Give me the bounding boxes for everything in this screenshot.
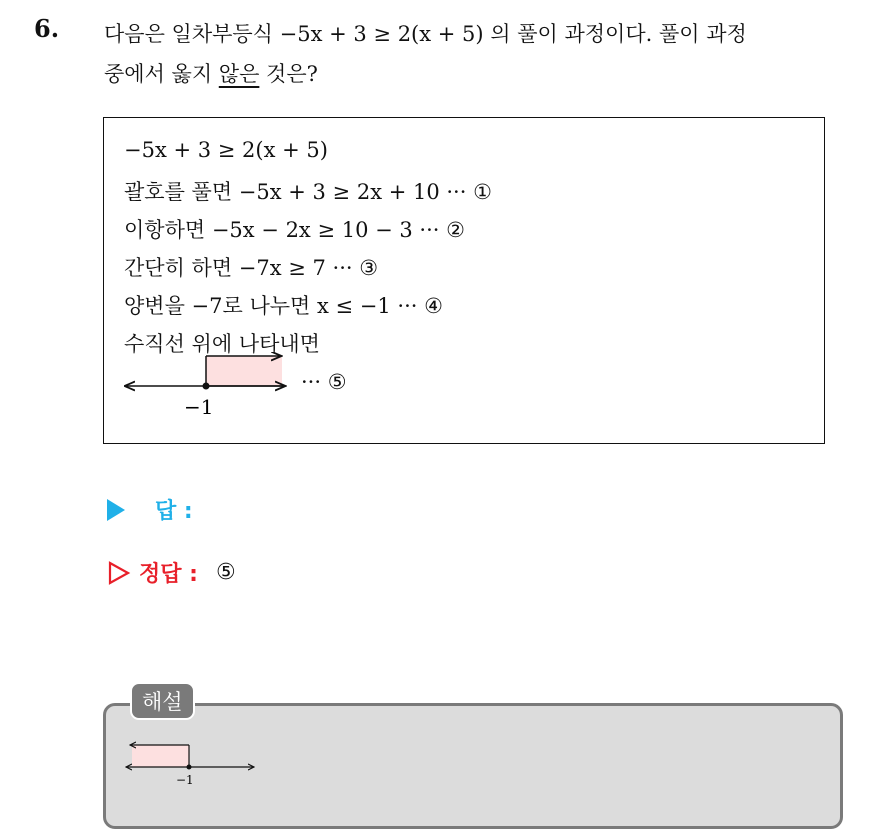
- explanation-tick-label: −1: [176, 773, 194, 787]
- solution-line-6: 수직선 위에 나타내면: [124, 332, 320, 356]
- answer-row: [107, 494, 193, 525]
- solution-line-5: 양변을 −7로 나누면 x ≤ −1 ··· ④: [124, 294, 443, 318]
- explanation-shade: [132, 745, 189, 767]
- solution-line-2: 괄호를 풀면 −5x + 3 ≥ 2x + 10 ··· ①: [124, 180, 492, 204]
- solution-shade: [206, 356, 282, 386]
- solution-line-4: 간단히 하면 −7x ≥ 7 ··· ③: [124, 256, 379, 280]
- solution-tick-label: −1: [184, 395, 214, 419]
- correct-answer-label: 정답 :: [139, 562, 198, 587]
- solution-number-line: [124, 352, 424, 422]
- solution-line-1: −5x + 3 ≥ 2(x + 5): [124, 138, 328, 162]
- solution-line-tail: ··· ⑤: [301, 370, 347, 394]
- question-text: [104, 14, 864, 94]
- question-text-line1: 다음은 일차부등식 −5x + 3 ≥ 2(x + 5) 의 풀이 과정이다. 풀이 과정: [104, 22, 747, 46]
- correct-answer-value: ⑤: [215, 560, 236, 585]
- explanation-number-line: [124, 740, 264, 790]
- correct-answer-row: [107, 557, 236, 588]
- explanation-tab: 해설: [130, 682, 195, 720]
- play-outline-icon: [107, 561, 131, 585]
- explanation-point: [187, 765, 192, 770]
- solution-point: [203, 383, 210, 390]
- play-filled-icon: [107, 499, 125, 521]
- solution-box: [103, 117, 825, 444]
- question-text-line2: [104, 54, 864, 94]
- question-number: 6.: [34, 14, 60, 43]
- question-text-underlined: 않은: [218, 62, 260, 86]
- question-text-suffix: 것은?: [259, 62, 318, 86]
- solution-line-3: 이항하면 −5x − 2x ≥ 10 − 3 ··· ②: [124, 218, 465, 242]
- answer-label: 답 :: [155, 499, 193, 524]
- question-text-prefix: 중에서 옳지: [104, 62, 219, 86]
